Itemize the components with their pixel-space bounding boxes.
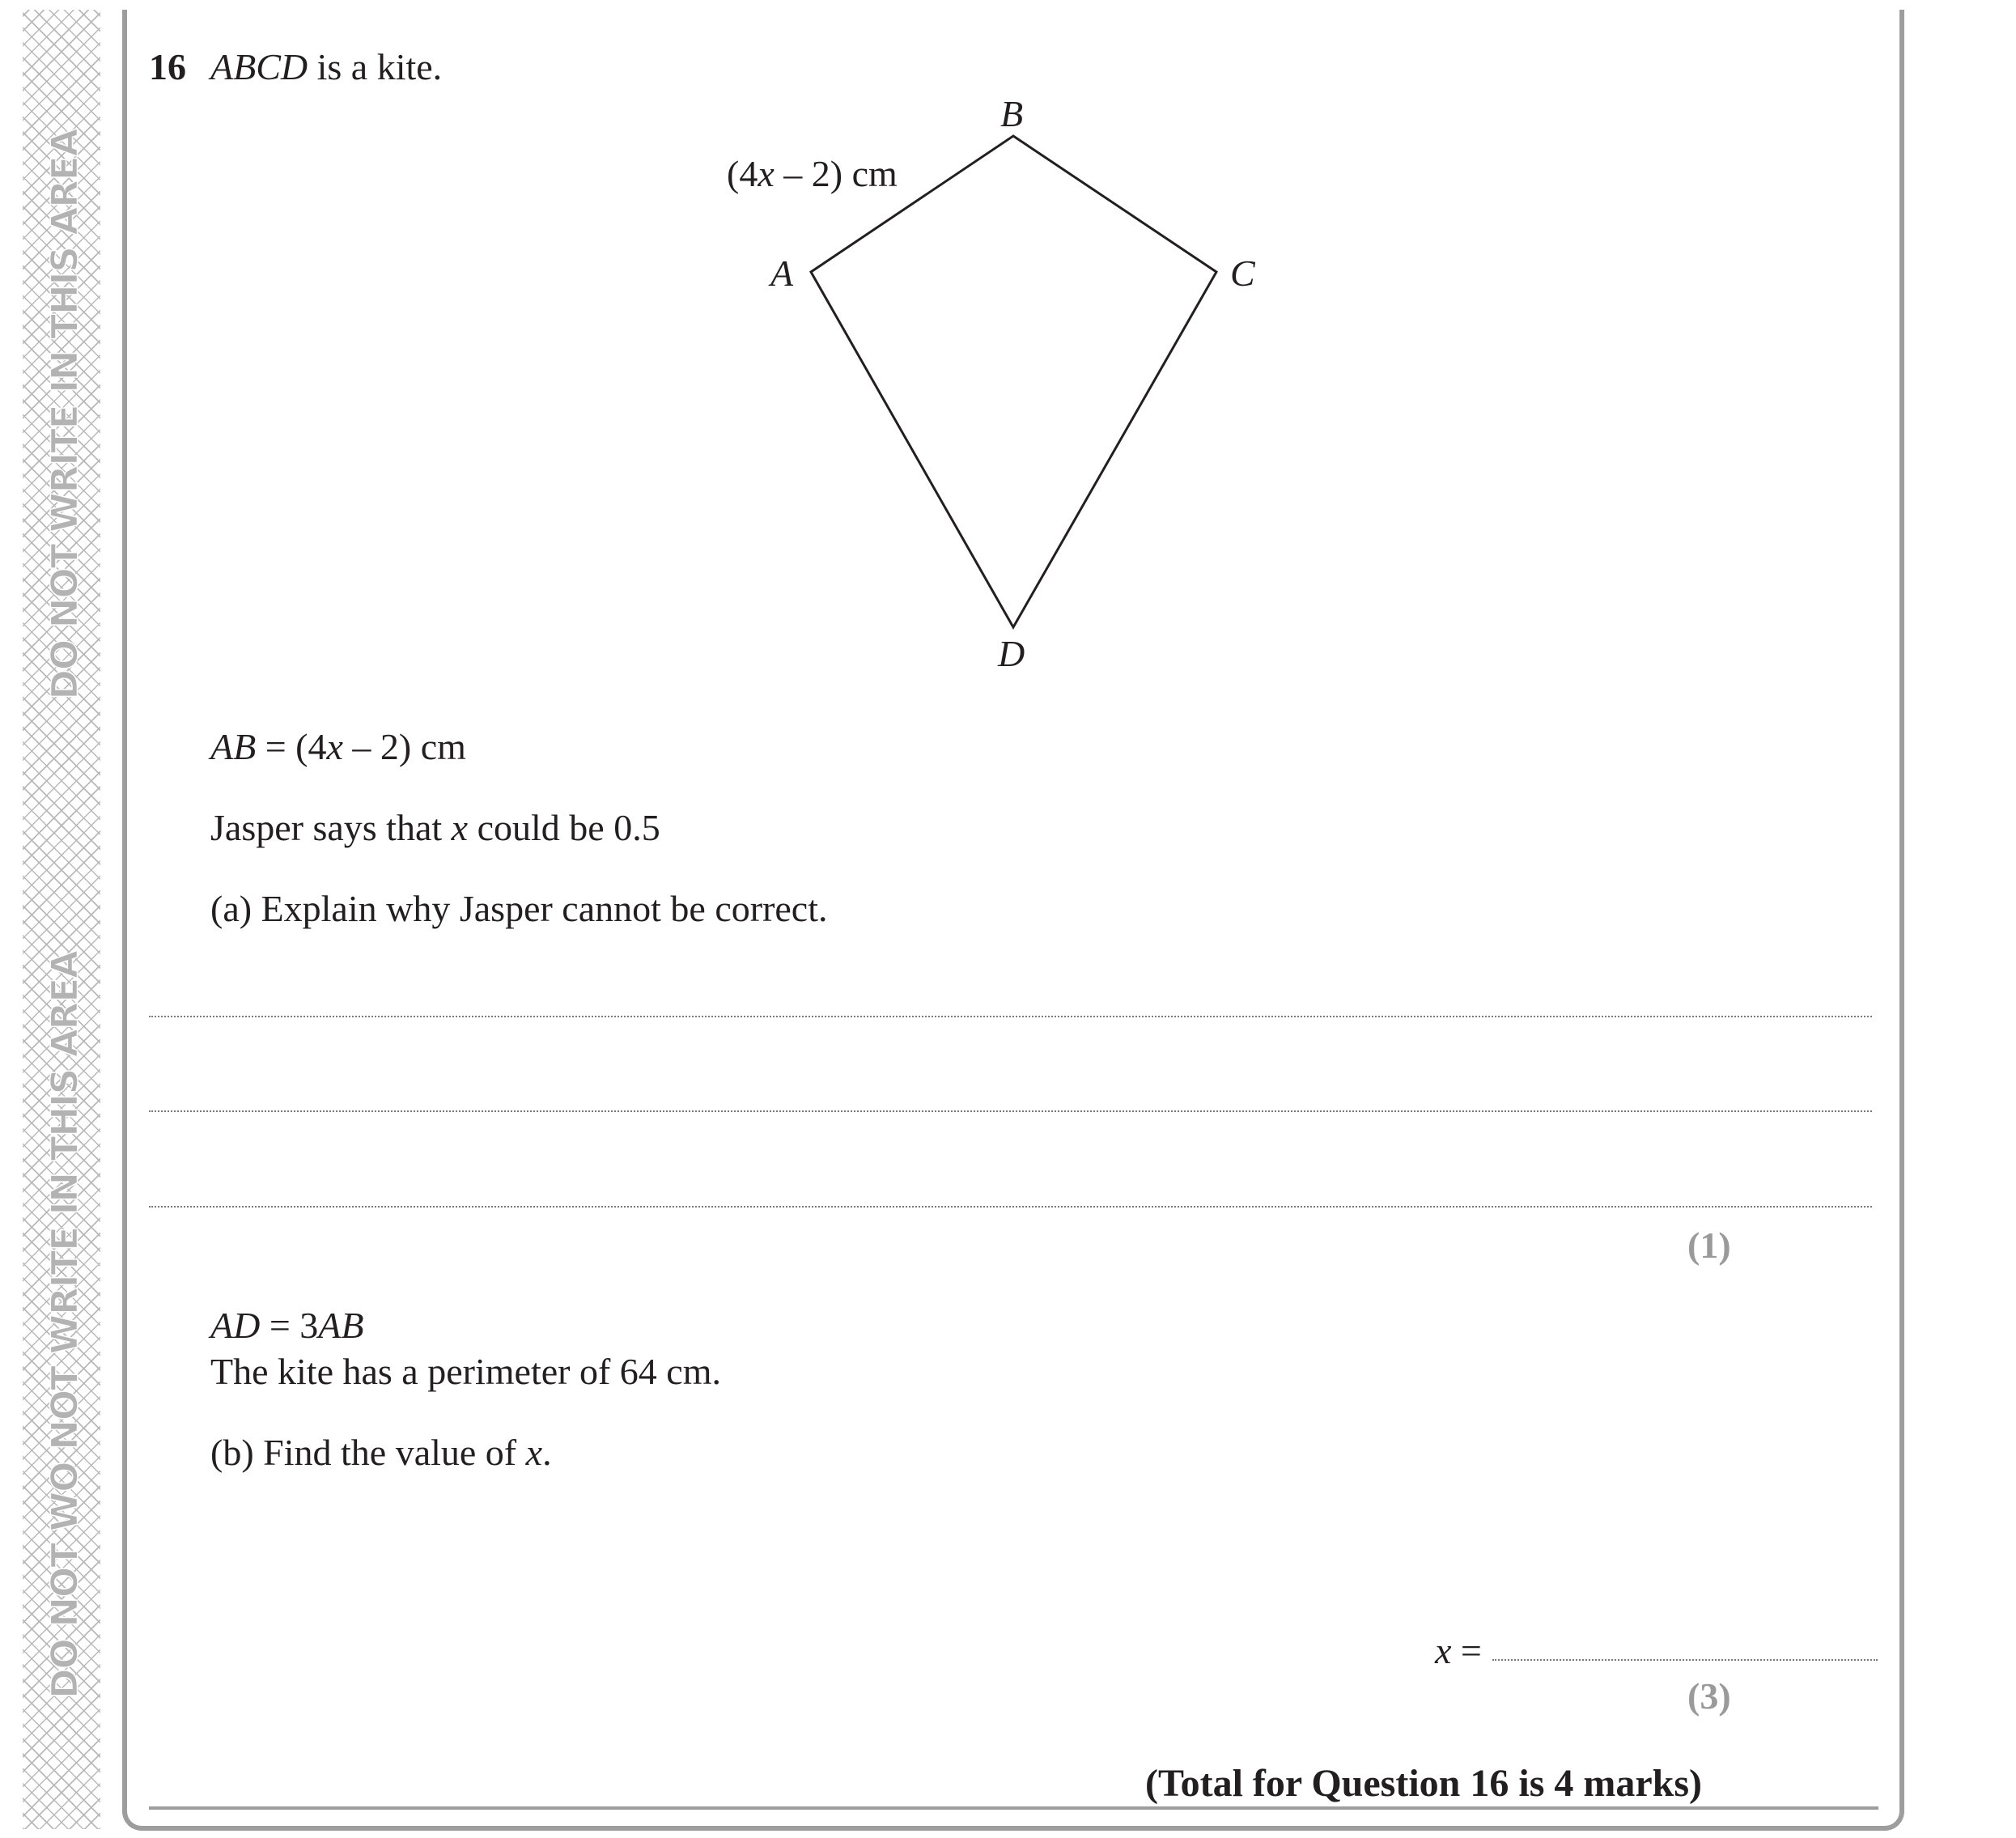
ab-equation: AB = (4x – 2) cm <box>210 726 466 767</box>
answer-line-a-3[interactable] <box>149 1206 1872 1208</box>
bottom-rule <box>149 1806 1878 1810</box>
ad-equation: AD = 3AB <box>210 1305 364 1346</box>
jasper-statement: Jasper says that x could be 0.5 <box>210 807 660 848</box>
side-length-label: (4x – 2) cm <box>727 153 898 194</box>
part-b-marks: (3) <box>1687 1675 1731 1717</box>
answer-x-line[interactable] <box>1492 1659 1878 1661</box>
question-number: 16 <box>149 46 186 87</box>
vertex-label-b: B <box>1000 93 1024 134</box>
vertex-label-a: A <box>770 253 794 294</box>
vertex-label-d: D <box>998 633 1025 674</box>
part-b-prompt: (b) Find the value of x. <box>210 1432 552 1473</box>
answer-line-a-1[interactable] <box>149 1016 1872 1017</box>
answer-x-label: x = <box>1435 1630 1482 1671</box>
kite-shape <box>811 136 1216 627</box>
part-a-prompt: (a) Explain why Jasper cannot be correct. <box>210 888 828 929</box>
vertex-label-c: C <box>1230 253 1255 294</box>
question-total: (Total for Question 16 is 4 marks) <box>1145 1762 1703 1805</box>
perimeter-statement: The kite has a perimeter of 64 cm. <box>210 1351 721 1392</box>
answer-line-a-2[interactable] <box>149 1110 1872 1112</box>
part-a-marks: (1) <box>1687 1225 1731 1266</box>
margin-warning-top: DO NOT WRITE IN THIS AREA <box>43 129 87 700</box>
margin-warning-bottom: DO NOT WO NOT WRITE IN THIS AREA <box>43 951 87 1699</box>
question-stem: ABCD is a kite. <box>210 46 443 87</box>
